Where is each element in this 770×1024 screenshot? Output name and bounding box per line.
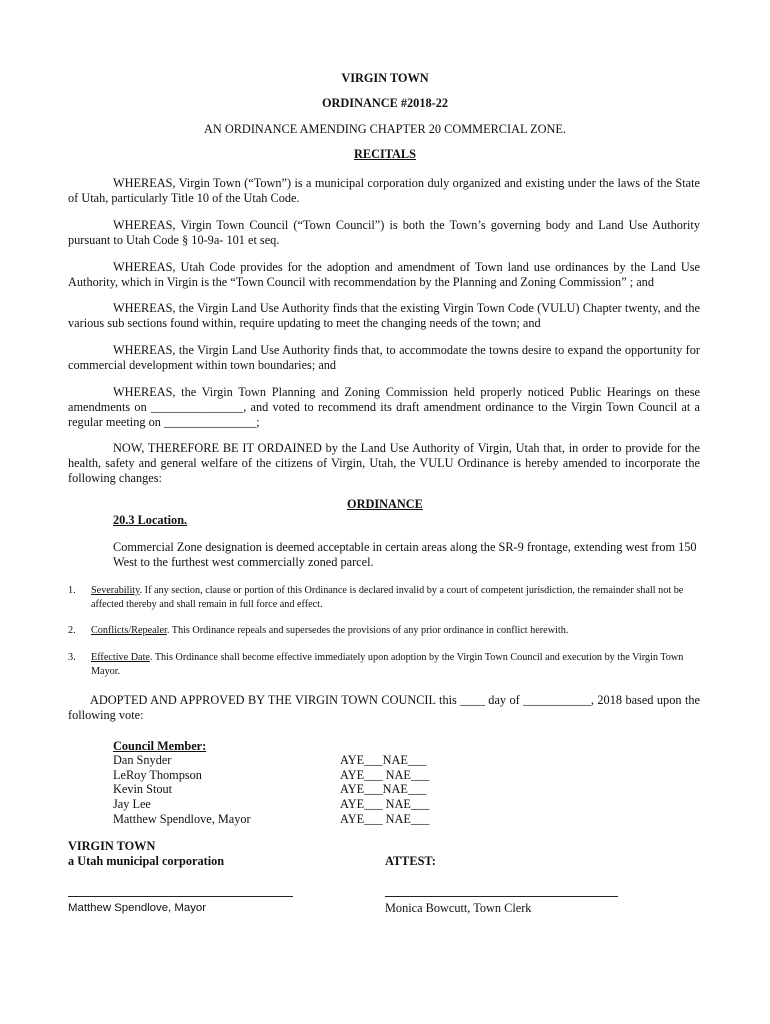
clause-2: Conflicts/Repealer. This Ordinance repeals and supersedes the provisions of any prior ordinance in conflict herewith. — [91, 625, 569, 636]
recitals-heading: RECITALS — [354, 147, 416, 161]
member-name: Kevin Stout — [113, 782, 173, 796]
recital-1: WHEREAS, Virgin Town (“Town”) is a municipal corporation duly organized and existing under the laws of the State of Utah, particularly Title 10 of the Utah Code. — [68, 176, 700, 205]
mayor-signature-line — [68, 896, 293, 897]
member-name: LeRoy Thompson — [113, 768, 202, 782]
clause-1-title: Severability — [91, 585, 140, 596]
org-name: VIRGIN TOWN — [68, 839, 156, 853]
clause-1-number: 1. — [68, 585, 76, 596]
clause-3: Effective Date. This Ordinance shall become effective immediately upon adoption by the Virgin Town Council and execution by the Virgin Town Mayor. — [91, 652, 684, 677]
clause-2-number: 2. — [68, 625, 76, 636]
council-member-heading: Council Member: — [113, 739, 207, 753]
clerk-name: Monica Bowcutt, Town Clerk — [385, 901, 532, 915]
clause-3-number: 3. — [68, 652, 76, 663]
clause-2-title: Conflicts/Repealer — [91, 625, 167, 636]
member-vote: AYE___ NAE___ — [340, 812, 430, 826]
ordinance-heading: ORDINANCE — [347, 497, 423, 511]
adoption-text: ADOPTED AND APPROVED BY THE VIRGIN TOWN COUNCIL this ____ day of ___________, 2018 based upon the following vote: — [68, 693, 700, 722]
recital-6: WHEREAS, the Virgin Town Planning and Zoning Commission held properly noticed Public Hearings on these amendments on _______________, and voted to recommend its draft amendment ordinance to the Virgin Town Council at a regular meeting on _______________; — [68, 385, 700, 429]
town-heading: VIRGIN TOWN — [341, 71, 429, 85]
member-vote: AYE___NAE___ — [340, 753, 427, 767]
org-description: a Utah municipal corporation — [68, 854, 225, 868]
recital-3: WHEREAS, Utah Code provides for the adoption and amendment of Town land use ordinances by the Land Use Authority, which in Virgin is the “Town Council with recommendation by the Planning and Zoning Commission” ; and — [68, 260, 700, 289]
mayor-name: Matthew Spendlove, Mayor — [68, 902, 207, 914]
ordinance-subject: AN ORDINANCE AMENDING CHAPTER 20 COMMERCIAL ZONE. — [204, 122, 566, 136]
section-text: Commercial Zone designation is deemed acceptable in certain areas along the SR-9 frontage, extending west from 150 West to the furthest west commercially zoned parcel. — [113, 540, 697, 569]
clerk-signature-line — [385, 896, 618, 897]
ordinance-number: ORDINANCE #2018-22 — [321, 96, 449, 110]
member-vote: AYE___ NAE___ — [340, 768, 430, 782]
recital-5: WHEREAS, the Virgin Land Use Authority finds that, to accommodate the towns desire to expand the opportunity for commercial development within town boundaries; and — [68, 343, 700, 372]
member-name: Matthew Spendlove, Mayor — [113, 812, 251, 826]
member-vote: AYE___ NAE___ — [340, 797, 430, 811]
attest-label: ATTEST: — [385, 854, 436, 868]
recital-4: WHEREAS, the Virgin Land Use Authority finds that the existing Virgin Town Code (VULU) Chapter twenty, and the various sub sections found within, require updating to meet the changing needs of the town; and — [68, 301, 700, 330]
clause-3-title: Effective Date — [91, 652, 150, 663]
member-name: Jay Lee — [113, 797, 151, 811]
member-vote: AYE___NAE___ — [340, 782, 427, 796]
section-title: 20.3 Location. — [113, 513, 188, 527]
member-name: Dan Snyder — [113, 753, 172, 767]
recital-2: WHEREAS, Virgin Town Council (“Town Council”) is both the Town’s governing body and Land Use Authority pursuant to Utah Code § 10-9a- 101 et seq. — [68, 218, 700, 247]
clause-1: Severability. If any section, clause or portion of this Ordinance is declared invalid by a court of competent jurisdiction, the remainder shall not be affected thereby and shall remain in full force and effect. — [91, 585, 684, 610]
recital-7: NOW, THEREFORE BE IT ORDAINED by the Land Use Authority of Virgin, Utah that, in order to provide for the health, safety and general welfare of the citizens of Virgin, Utah, the VULU Ordinance is hereby amended to incorporate the following changes: — [68, 441, 700, 485]
